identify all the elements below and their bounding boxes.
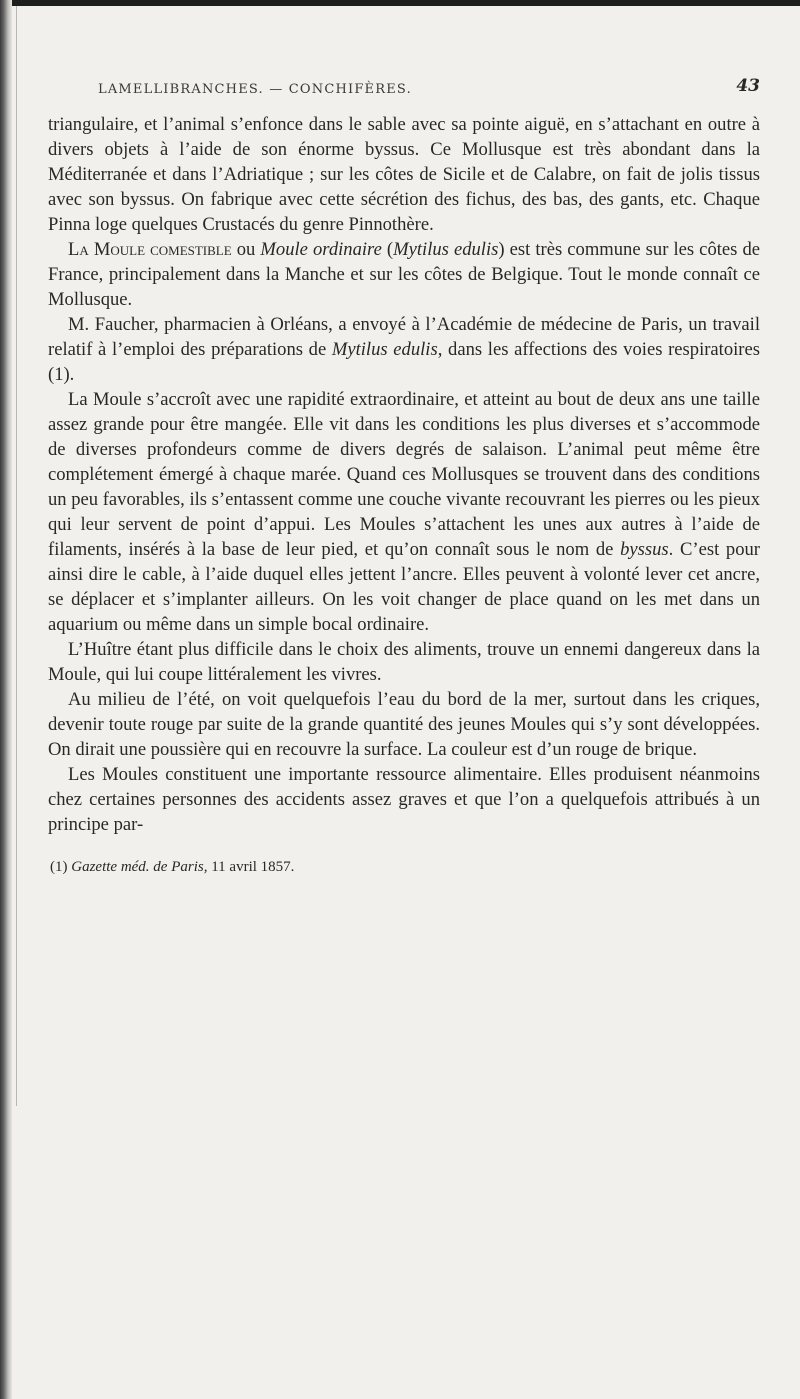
page-binding-edge [0,0,12,1399]
paragraph-faucher [48,312,760,387]
latin-name: Mytilus edulis [331,339,438,360]
species-heading: La Moule comestible [68,239,232,260]
page-number: 43 [736,76,760,96]
page-margin-rule [16,6,17,1106]
text-run: , dans les affections des voies respiratoires (1). [48,339,760,385]
body-text [48,112,760,837]
book-page [48,78,760,876]
footnote-date: 11 avril 1857. [207,859,295,875]
text-run: La Moule s’accroît avec une rapidité extraordinaire, et atteint au bout de deux ans une taille assez grande pour être mangée. Elle vit dans les conditions les plus diverses et s’accommode de diverses profondeurs comme de divers degrés de salaison. L’animal peut même être complétement émergé à chaque marée. Quand ces Mollusques se trouvent dans des conditions un peu favorables, ils s’entassent comme une couche vivante recouvrant les pierres ou les pieux qui leur servent de point d’appui. Les Moules s’attachent les unes aux autres à l’aide de filaments, insérés à la base de leur pied, et qu’on connaît sous le nom de [48,389,761,560]
paragraph-moule-comestible [48,237,760,312]
text-run: ou [231,239,261,260]
text-run: ( [381,239,394,260]
text-run: ) est très commune sur les côtes de France, principalement dans la Manche et sur les côtes de Belgique. Tout le monde connaît ce Mollusque. [48,239,761,310]
paragraph-pinna-continued: triangulaire, et l’animal s’enfonce dans le sable avec sa pointe aiguë, en s’attachant en outre à divers objets à l’aide de son énorme byssus. Ce Mollusque est très abondant dans la Méditerranée et dans l’Adriatique ; sur les côtes de Sicile et de Calabre, on fait de jolis tissus avec son byssus. On fabrique avec cette sécrétion des fichus, des bas, des gants, etc. Chaque Pinna loge quelques Crustacés du genre Pinnothère. [48,114,760,235]
paragraph-huitre: L’Huître étant plus difficile dans le choix des aliments, trouve un ennemi dangereux dans la Moule, qui lui coupe littéralement les vivres. [48,639,760,685]
running-header [98,78,760,104]
running-title: LAMELLIBRANCHES. — CONCHIFÈRES. [98,82,412,97]
paragraph-eau-rouge: Au milieu de l’été, on voit quelquefois l’eau du bord de la mer, surtout dans les criques, devenir toute rouge par suite de la grande quantité des jeunes Moules qui s’y sont développées. On dirait une poussière qui en recouvre la surface. La couleur est d’un rouge de brique. [48,689,760,760]
footnote [50,859,760,876]
text-run: . C’est pour ainsi dire le cable, à l’aide duquel elles jettent l’ancre. Elles peuvent à volonté lever cet ancre, se déplacer et s’implanter ailleurs. On les voit changer de place quand on les met dans un aquarium ou même dans un simple bocal ordinaire. [48,539,760,635]
footnote-source: Gazette méd. de Paris, [71,859,208,875]
paragraph-ressource: Les Moules constituent une importante ressource alimentaire. Elles produisent néanmoins chez certaines personnes des accidents assez graves et que l’on a quelquefois attribués à un principe par- [48,764,760,835]
common-name: Moule ordinaire [260,239,382,260]
text-run: M. Faucher, pharmacien à Orléans, a envoyé à l’Académie de médecine de Paris, un travail relatif à l’emploi des préparations de [48,314,760,360]
term-byssus: byssus [620,539,669,560]
footnote-mark: (1) [50,859,72,875]
page-top-edge [0,0,800,6]
latin-name: Mytilus edulis [393,239,499,260]
paragraph-croissance [48,387,760,637]
